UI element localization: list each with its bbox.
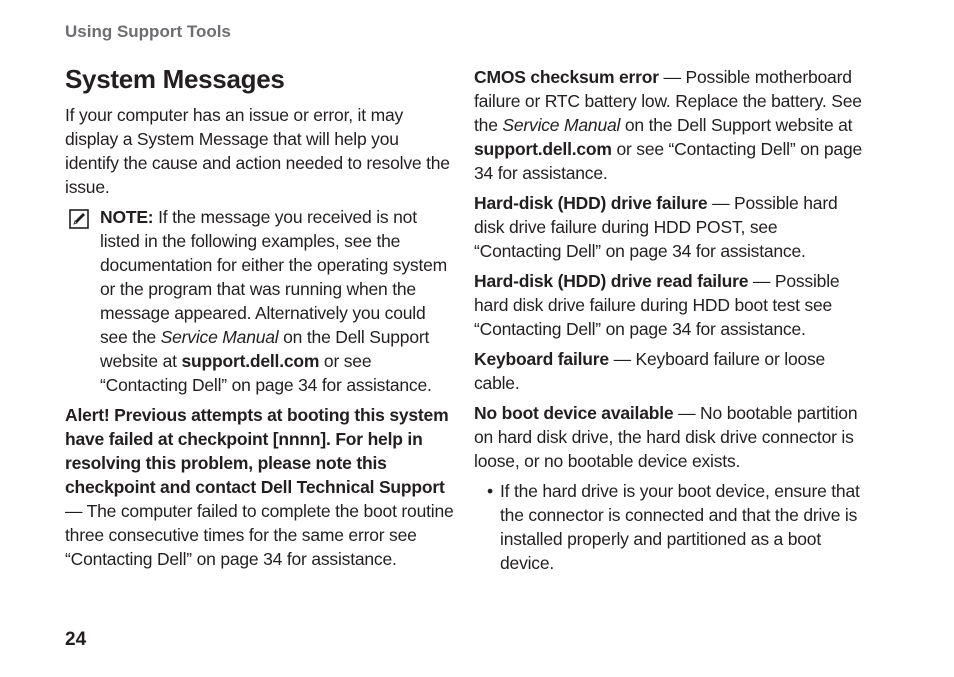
note-text-2: on the Dell Support website at — [100, 327, 430, 371]
keyboard-entry — [474, 347, 869, 395]
alert-term: Alert! Previous attempts at booting this system have failed at checkpoint [nnnn]. For help in resolving this problem, please note this checkpoint and contact Dell Technical Support — [65, 405, 449, 497]
hdd-failure-desc: — Possible hard disk drive failure during HDD POST, see “Contacting Dell” on page 34 for assistance. — [474, 193, 838, 261]
left-column — [65, 103, 455, 577]
alert-entry — [65, 403, 455, 571]
section-header: Using Support Tools — [65, 22, 231, 41]
note-support-link[interactable]: support.dell.com — [181, 351, 320, 371]
keyboard-term: Keyboard failure — [474, 349, 609, 369]
note-service-manual: Service Manual — [160, 327, 279, 347]
bullet-text: If the hard drive is your boot device, ensure that the connector is connected and that the drive is installed properly and partitioned as a boot device. — [500, 481, 860, 573]
note-text-3: or see “Contacting Dell” on page 34 for assistance. — [100, 351, 432, 395]
hdd-read-term: Hard-disk (HDD) drive read failure — [474, 271, 749, 291]
bullet-mark: • — [487, 481, 493, 501]
note-label: NOTE: — [100, 207, 154, 227]
hdd-failure-term: Hard-disk (HDD) drive failure — [474, 193, 708, 213]
note-block — [65, 205, 455, 397]
cmos-desc-3: or see “Contacting Dell” on page 34 for assistance. — [474, 139, 863, 183]
cmos-desc-1: — Possible motherboard failure or RTC battery low. Replace the battery. See the — [474, 67, 862, 135]
cmos-service-manual: Service Manual — [502, 115, 621, 135]
note-pencil-icon — [69, 209, 89, 229]
cmos-support-link[interactable]: support.dell.com — [474, 139, 612, 159]
page-title: System Messages — [65, 64, 285, 94]
note-text-1: If the message you received is not listed in the following examples, see the documentation for either the operating system or the program that was running when the message appeared. Alternatively you could see the — [100, 207, 448, 347]
bullet-item — [474, 479, 869, 575]
cmos-desc-2: on the Dell Support website at — [620, 115, 853, 135]
no-boot-desc: — No bootable partition on hard disk drive, the hard disk drive connector is loose, or no bootable device exists. — [474, 403, 858, 471]
keyboard-desc: — Keyboard failure or loose cable. — [474, 349, 826, 393]
intro-paragraph: If your computer has an issue or error, it may display a System Message that will help you identify the cause and action needed to resolve the issue. — [65, 105, 450, 197]
cmos-entry — [474, 65, 869, 185]
no-boot-entry — [474, 401, 869, 473]
hdd-failure-entry — [474, 191, 869, 263]
right-column — [474, 65, 869, 575]
hdd-read-desc: — Possible hard disk drive failure during HDD boot test see “Contacting Dell” on page 34 for assistance. — [474, 271, 840, 339]
hdd-read-entry — [474, 269, 869, 341]
page-number: 24 — [65, 629, 87, 650]
no-boot-term: No boot device available — [474, 403, 674, 423]
alert-desc: — The computer failed to complete the boot routine three consecutive times for the same error see “Contacting Dell” on page 34 for assistance. — [65, 501, 454, 569]
cmos-term: CMOS checksum error — [474, 67, 659, 87]
